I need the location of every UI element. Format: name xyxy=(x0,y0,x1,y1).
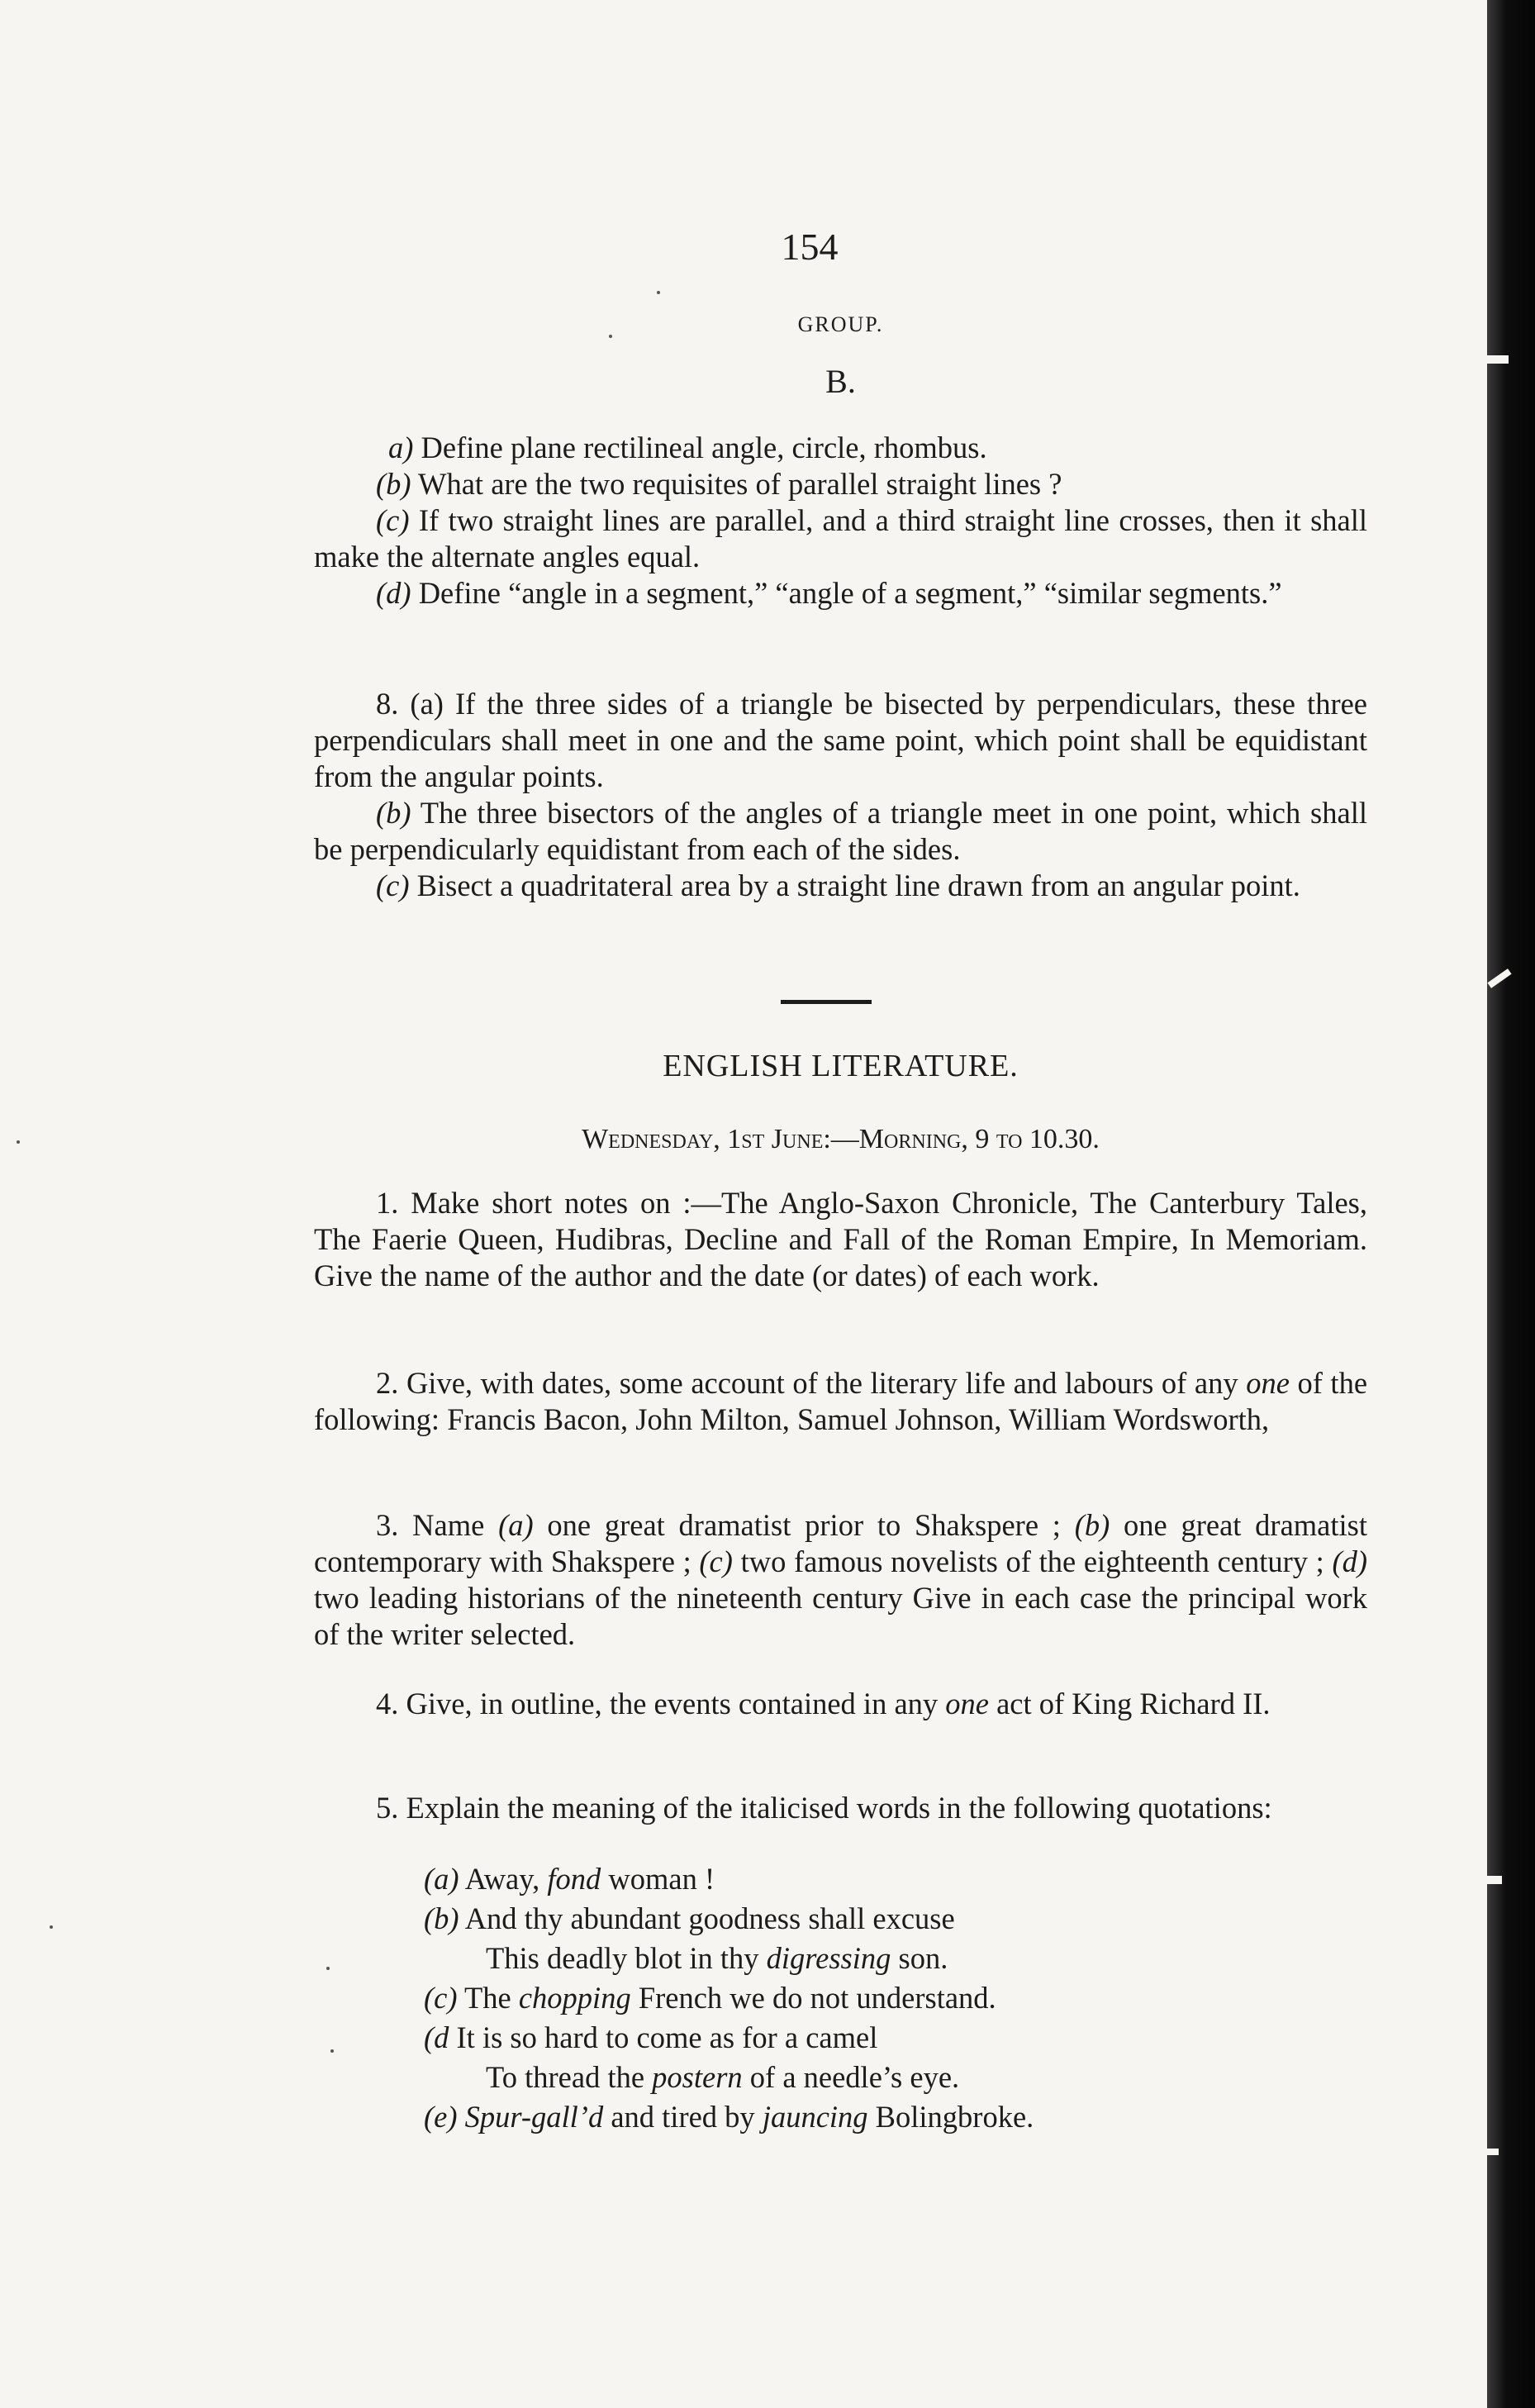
quotation-e: (e) Spur-gall’d and tired by jauncing Bolingbroke. xyxy=(424,2100,1034,2134)
geometry-question-8 xyxy=(314,686,1367,904)
geometry-question-7 xyxy=(314,430,1367,612)
quotation-list xyxy=(314,1859,1367,2137)
question-8c: (c) Bisect a quadritateral area by a straight line drawn from an angular point. xyxy=(376,868,1300,902)
question-7b: (b) What are the two requisites of parallel straight lines ? xyxy=(376,467,1062,501)
question-8b: (b) The three bisectors of the angles of a triangle meet in one point, which shall be perpendicularly equidistant from each of the sides. xyxy=(314,796,1367,866)
question-8a: 8. (a) If the three sides of a triangle be bisected by perpendiculars, these three perpendiculars shall meet in one and the same point, which point shall be equidistant from the angular points. xyxy=(314,687,1367,793)
literature-question-3: 3. Name (a) one great dramatist prior to Shakspere ; (b) one great dramatist contemporary with Shakspere ; (c) two famous novelists of the eighteenth century ; (d) two leading historians of the nineteenth century Give in each case the principal work of the writer selected. xyxy=(314,1508,1368,1651)
quotation-c: (c) The chopping French we do not understand. xyxy=(424,1981,996,2015)
quotation-a: (a) Away, fond woman ! xyxy=(424,1862,715,1896)
page-number: 154 xyxy=(781,226,839,268)
literature-question-5 xyxy=(314,1790,1367,1826)
literature-question-2: 2. Give, with dates, some account of the literary life and labours of any one of the following: Francis Bacon, John Milton, Samuel Johnson, William Wordsworth, xyxy=(314,1366,1368,1436)
book-binding-edge xyxy=(1487,0,1535,2408)
question-7a: a) Define plane rectilineal angle, circle, rhombus. xyxy=(388,431,987,464)
exam-schedule: Wednesday, 1st June:—Morning, 9 to 10.30. xyxy=(582,1124,1100,1154)
quotation-d: (d It is so hard to come as for a camel xyxy=(424,2020,878,2054)
question-7c: (c) If two straight lines are parallel, and a third straight line crosses, then it shall make the alternate angles equal. xyxy=(314,503,1368,573)
question-5-intro: 5. Explain the meaning of the italicised words in the following quotations: xyxy=(376,1791,1272,1825)
section-divider xyxy=(781,1000,872,1004)
question-7d: (d) Define “angle in a segment,” “angle of a segment,” “similar segments.” xyxy=(376,576,1282,610)
quotation-d-cont: To thread the postern of a needle’s eye. xyxy=(486,2060,960,2094)
literature-question-4: 4. Give, in outline, the events contained in any one act of King Richard II. xyxy=(376,1687,1271,1720)
group-heading: GROUP. xyxy=(797,312,884,336)
quotation-b: (b) And thy abundant goodness shall excuse xyxy=(424,1901,955,1935)
group-letter: B. xyxy=(825,363,856,400)
quotation-b-cont: This deadly blot in thy digressing son. xyxy=(486,1941,948,1975)
section-title: ENGLISH LITERATURE. xyxy=(663,1049,1019,1083)
literature-question-1: 1. Make short notes on :—The Anglo-Saxon Chronicle, The Canterbury Tales, The Faerie Queen, Hudibras, Decline and Fall of the Roman Empire, In Memoriam. Give the name of the author and the date (or dates) of each work. xyxy=(314,1186,1367,1292)
